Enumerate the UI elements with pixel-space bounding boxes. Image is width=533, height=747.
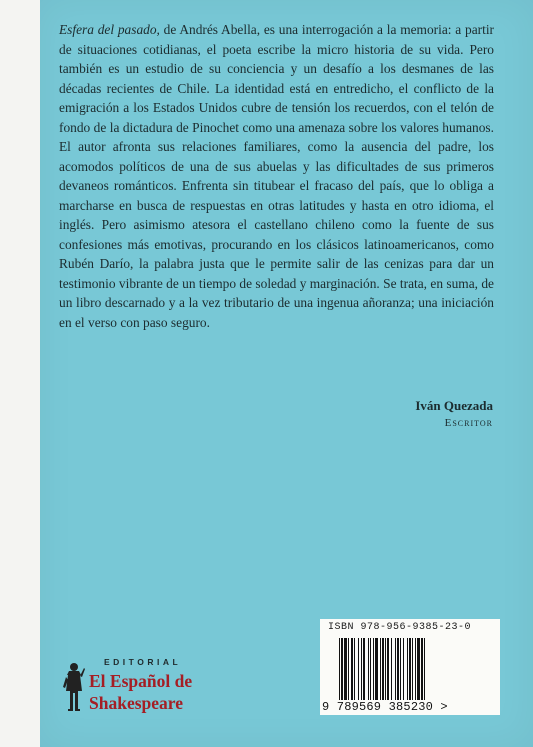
publisher-logo (63, 657, 233, 719)
shakespeare-figure-icon (63, 661, 85, 713)
isbn-barcode-block (320, 619, 500, 715)
publisher-name-line1: El Español de (89, 671, 193, 691)
isbn-label: ISBN 978-956-9385-23-0 (328, 622, 472, 633)
publisher-editorial-label: EDITORIAL (104, 657, 182, 667)
barcode-digits: 9 789569 385230 > (322, 700, 448, 714)
author-name: Iván Quezada (415, 398, 493, 413)
book-title-italic: Esfera del pasado, (59, 22, 160, 37)
publisher-name-line2: Shakespeare (89, 693, 183, 713)
author-role: Escritor (444, 417, 493, 429)
barcode (337, 638, 489, 700)
blurb-paragraph (59, 20, 494, 332)
blurb-text: de Andrés Abella, es una interrogación a la memoria: a partir de situaciones cotidianas, el poeta escribe la micro historia de su vida. Pero también es un estudio de su conciencia y un desafío a los desmanes de las décadas recientes de Chile. La identidad está en entredicho, el conflicto de la emigración a los Estados Unidos cubre de tensión los recuerdos, con el telón de fondo de la dictadura de Pinochet como una amenaza sobre los valores humanos. El autor afronta sus relaciones familiares, como la ausencia del padre, los acomodos políticos de una de sus abuelas y las dificultades de sus primeros devaneos románticos. Enfrenta sin titubear el fracaso del país, que lo obliga a marcharse en busca de respuestas en otras latitudes y hasta en otro idioma, el inglés. Pero asimismo atesora el castellano chileno como la fuente de sus confesiones más emotivas, procurando en los clásicos latinoamericanos, como Rubén Darío, la palabra justa que le permite salir de las cenizas para dar un testimonio vibrante de un tiempo de soledad y marginación. Se trata, en suma, de un libro descarnado y a la vez tributario de una ingenua añoranza; una iniciación en el verso con paso seguro. (59, 22, 494, 330)
